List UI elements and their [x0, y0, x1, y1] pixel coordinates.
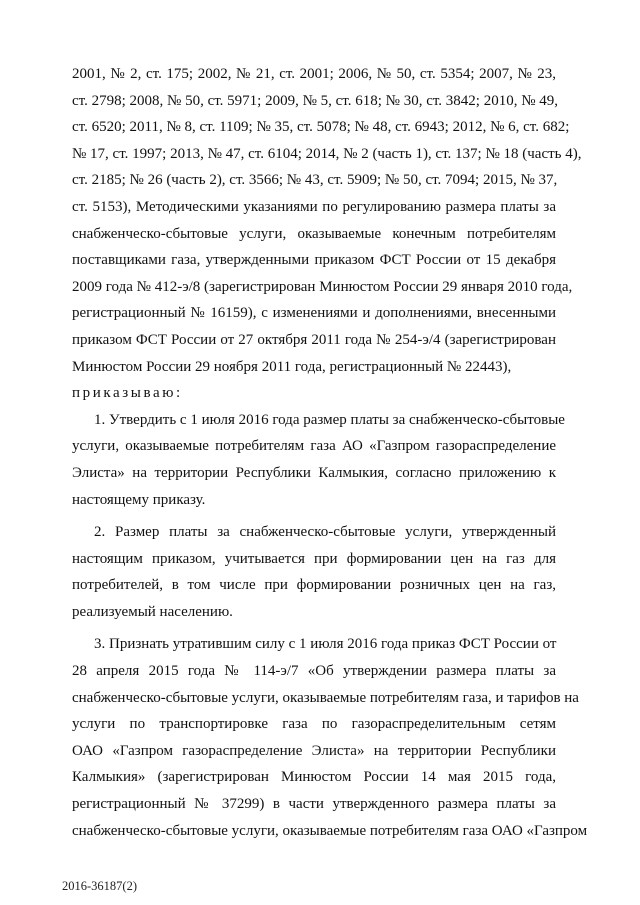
text-line: 2. Размер платы за снабженческо-сбытовые услуги, утвержденный [94, 524, 556, 541]
text-line: ст. 2798; 2008, № 50, ст. 5971; 2009, № 5, ст. 618; № 30, ст. 3842; 2010, № 49, [72, 92, 559, 109]
text-line: № 17, ст. 1997; 2013, № 47, ст. 6104; 2014, № 2 (часть 1), ст. 137; № 18 (часть 4), [72, 145, 582, 162]
text-line: снабженческо-сбытовые услуги, оказываемые потребителям газа, и тарифов на [72, 689, 579, 706]
text-line: 2001, № 2, ст. 175; 2002, № 21, ст. 2001; 2006, № 50, ст. 5354; 2007, № 23, [72, 66, 556, 82]
paragraph-2 [72, 519, 556, 625]
text-line: 1. Утвердить с 1 июля 2016 года размер платы за снабженческо-сбытовые [94, 411, 565, 428]
text-line: регистрационный № 37299) в части утвержденного размера платы за [72, 796, 556, 813]
text-line: потребителей, в том числе при формировании розничных цен на газ, [72, 577, 556, 594]
intro-paragraph [72, 61, 582, 380]
text-line: 28 апреля 2015 года № 114-э/7 «Об утверждении размера платы за [72, 663, 556, 680]
text-line: 2009 года № 412-э/8 (зарегистрирован Минюстом России 29 января 2010 года, [72, 278, 573, 295]
text-line: настоящему приказу. [72, 491, 206, 508]
document-code: 2016-36187(2) [62, 879, 137, 893]
text-line: регистрационный № 16159), с изменениями и дополнениями, внесенными [72, 305, 556, 322]
document-body [72, 61, 588, 844]
paragraph-1 [72, 407, 565, 513]
text-line: Калмыкия» (зарегистрирован Минюстом России 14 мая 2015 года, [72, 769, 556, 786]
text-line: поставщиками газа, утвержденными приказом ФСТ России от 15 декабря [72, 252, 556, 269]
text-line: услуги по транспортировке газа по газораспределительным сетям [72, 716, 556, 733]
text-line: ОАО «Газпром газораспределение Элиста» на территории Республики [72, 742, 556, 759]
text-line: реализуемый населению. [72, 603, 233, 620]
text-line: ст. 5153), Методическими указаниями по регулированию размера платы за [72, 198, 556, 215]
text-line: ст. 6520; 2011, № 8, ст. 1109; № 35, ст. 5078; № 48, ст. 6943; 2012, № 6, ст. 682; [72, 119, 570, 136]
text-line: ст. 2185; № 26 (часть 2), ст. 3566; № 43, ст. 5909; № 50, ст. 7094; 2015, № 37, [72, 172, 558, 189]
text-line: услуги, оказываемые потребителям газа АО «Газпром газораспределение [72, 438, 556, 455]
text-line: приказом ФСТ России от 27 октября 2011 года № 254-э/4 (зарегистрирован [72, 331, 556, 348]
text-line: снабженческо-сбытовые услуги, оказываемые потребителям газа ОАО «Газпром [72, 822, 588, 839]
text-line: 3. Признать утратившим силу с 1 июля 2016 года приказ ФСТ России от [94, 636, 557, 653]
text-line: снабженческо-сбытовые услуги, оказываемые конечным потребителям [72, 225, 556, 242]
text-line: Элиста» на территории Республики Калмыкия, согласно приложению к [72, 464, 556, 481]
paragraph-3 [72, 631, 588, 844]
text-line: Минюстом России 29 ноября 2011 года, регистрационный № 22443), [72, 358, 512, 375]
text-line: настоящим приказом, учитывается при формировании цен на газ для [72, 550, 556, 567]
order-word: приказываю: [72, 385, 183, 402]
